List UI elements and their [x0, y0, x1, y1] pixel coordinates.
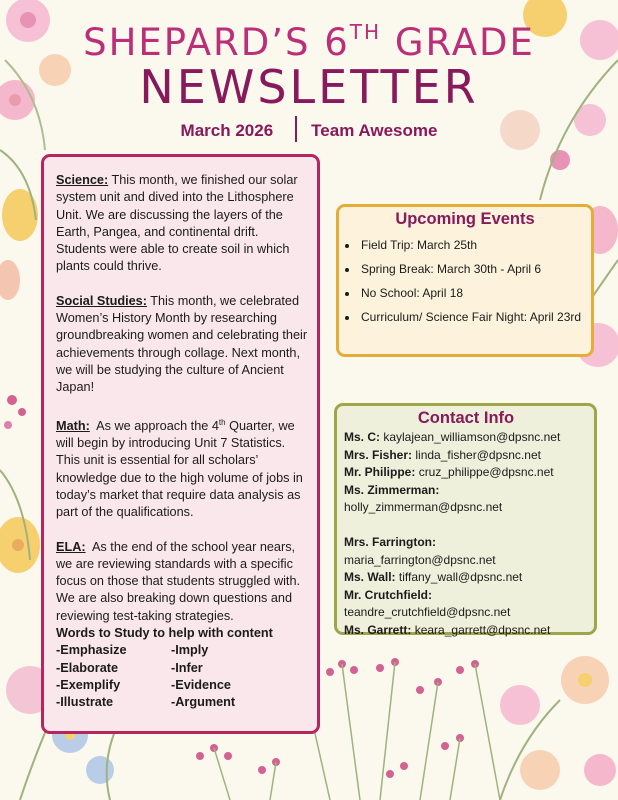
word-item: -Emphasize	[56, 643, 127, 658]
word-item: -Illustrate	[56, 695, 114, 710]
contact-row: Ms. C: kaylajean_williamson@dpsnc.net	[344, 430, 561, 444]
contact-row: Ms. Garrett: keara_garrett@dpsnc.net	[344, 622, 551, 637]
event-item: • Field Trip: March 25th	[359, 233, 583, 257]
events-heading: Upcoming Events	[395, 210, 535, 228]
science-paragraph: Science: This month, we finished our solar system unit and dived into the Lithosphere Unit. We are discussing the layers of the Earth, Pangea, and continental drift. Students were able to create soil in which plants could thrive.	[56, 173, 298, 274]
contact-email-line	[344, 604, 588, 622]
word-list	[56, 642, 308, 711]
date-team-line	[0, 116, 618, 142]
contact-email-line	[344, 552, 588, 570]
word-item: -Elaborate	[56, 660, 119, 675]
word-item: -Imply	[171, 643, 209, 658]
events-list	[347, 233, 583, 329]
newsletter-date: March 2026	[180, 121, 274, 140]
contact-row: Ms. Wall: tiffany_wall@dpsnc.net	[344, 570, 523, 584]
contact-email[interactable]: kaylajean_williamson@dpsnc.net	[383, 430, 561, 444]
word-item: -Infer	[171, 660, 203, 675]
contact-email-line	[344, 499, 588, 517]
event-item: • No School: April 18	[359, 281, 583, 305]
words-title: Words to Study to help with content	[56, 626, 273, 641]
contact-row: Mr. Philippe: cruz_philippe@dpsnc.net	[344, 465, 554, 479]
newsletter-title-line1: SHEPARD’S 6TH GRADE	[83, 20, 535, 64]
social-studies-paragraph: Social Studies: This month, we celebrated Women’s History Month by researching groundbreaking women and celebrating their achievements through collage. Next month, we will be studying the culture of Ancient Japan!	[56, 293, 308, 395]
contact-email[interactable]: maria_farrington@dpsnc.net	[344, 552, 496, 567]
flower-bottom-right	[500, 656, 616, 800]
word-item: -Evidence	[171, 677, 231, 692]
newsletter-title-line2: NEWSLETTER	[139, 60, 479, 114]
flower-left-mid	[0, 395, 40, 573]
contact-email[interactable]: tiffany_wall@dpsnc.net	[398, 570, 523, 584]
contact-email[interactable]: holly_zimmerman@dpsnc.net	[344, 500, 503, 514]
event-item: • Curriculum/ Science Fair Night: April 23rd	[359, 305, 583, 329]
ela-paragraph: ELA: As the end of the school year nears, we are reviewing standards with a specific focus on those that students struggled with. We are also breaking down questions and reviewing test-taking strategies.	[56, 539, 304, 623]
upcoming-events-box	[336, 204, 594, 357]
contact-email[interactable]: cruz_philippe@dpsnc.net	[418, 465, 554, 479]
contact-row: Ms. Zimmerman:	[344, 482, 440, 497]
word-item: -Exemplify	[56, 677, 121, 692]
contact-row: Mrs. Farrington:	[344, 535, 436, 549]
divider	[295, 116, 297, 142]
contact-email[interactable]: keara_garrett@dpsnc.net	[414, 622, 551, 637]
contact-row: Mrs. Fisher: linda_fisher@dpsnc.net	[344, 447, 541, 462]
contact-email[interactable]: teandre_crutchfield@dpsnc.net	[344, 605, 511, 619]
event-item: • Spring Break: March 30th - April 6	[359, 257, 583, 281]
math-paragraph: Math: As we approach the 4th Quarter, we will begin by introducing Unit 7 Statistics. This unit is essential for all scholars’ knowledge due to the high volume of jobs in today’s market that require data analysis as part of the qualifications.	[56, 417, 303, 520]
team-name: Team Awesome	[311, 121, 438, 140]
contact-info-box	[334, 403, 597, 635]
subjects-panel	[41, 154, 320, 734]
contact-row: Mr. Crutchfield:	[344, 587, 433, 602]
word-item: -Argument	[171, 695, 236, 710]
contact-email[interactable]: linda_fisher@dpsnc.net	[415, 447, 541, 462]
contacts-heading: Contact Info	[417, 409, 515, 427]
